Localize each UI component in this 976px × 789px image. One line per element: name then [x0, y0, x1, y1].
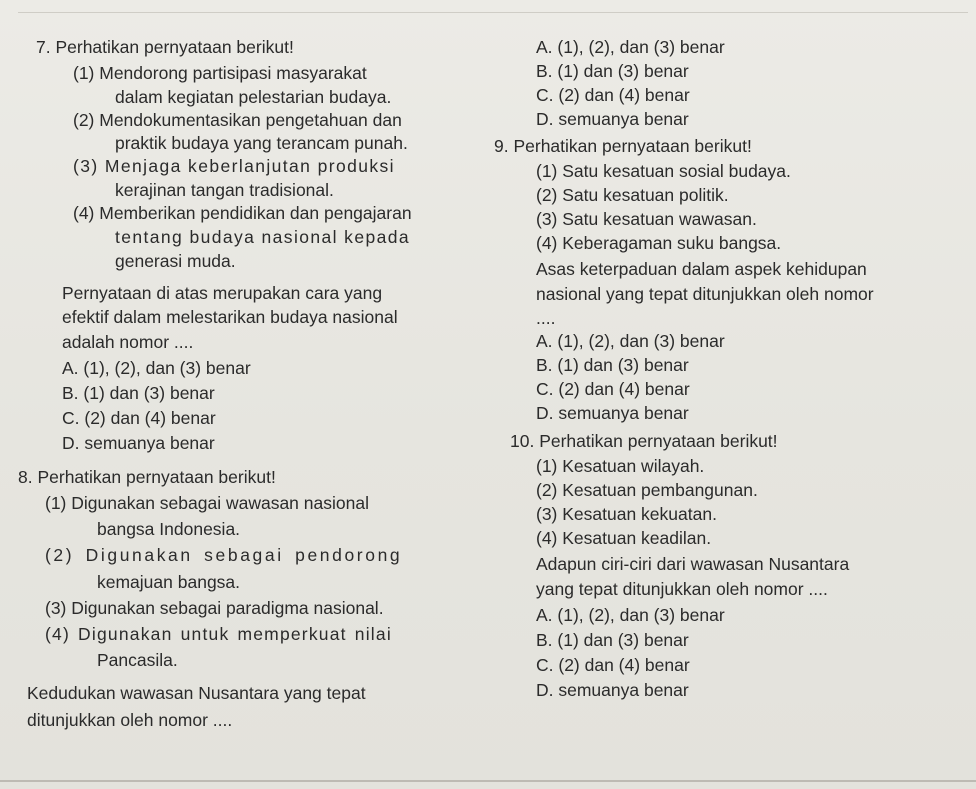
q8-option-b[interactable]: B. (1) dan (3) benar — [536, 61, 689, 81]
q7-statement-1: (1) Mendorong partisipasi masyarakat — [73, 63, 367, 83]
q7-statement-2: (2) Mendokumentasikan pengetahuan dan — [73, 110, 402, 130]
q9-header: 9. Perhatikan pernyataan berikut! — [494, 136, 752, 156]
q10-option-b[interactable]: B. (1) dan (3) benar — [536, 630, 689, 650]
q9-question-line-3: .... — [536, 308, 556, 328]
q10-question-line-2: yang tepat ditunjukkan oleh nomor .... — [536, 579, 828, 599]
q10-statement-2: (2) Kesatuan pembangunan. — [536, 480, 758, 500]
q7-option-a[interactable]: A. (1), (2), dan (3) benar — [62, 358, 251, 378]
q9-option-b[interactable]: B. (1) dan (3) benar — [536, 355, 689, 375]
q8-question-line-2: ditunjukkan oleh nomor .... — [27, 710, 233, 730]
q8-statement-4: (4) Digunakan untuk memperkuat nilai — [45, 624, 392, 644]
q7-question-line-2: efektif dalam melestarikan budaya nasional — [62, 307, 398, 327]
q7-statement-3: (3) Menjaga keberlanjutan produksi — [73, 156, 395, 176]
q7-statement-4-cont2: generasi muda. — [115, 251, 236, 271]
q9-question-line-1: Asas keterpaduan dalam aspek kehidupan — [536, 259, 867, 279]
q7-statement-4: (4) Memberikan pendidikan dan pengajaran — [73, 203, 412, 223]
q7-question-line-3: adalah nomor .... — [62, 332, 194, 352]
q7-statement-1-cont: dalam kegiatan pelestarian budaya. — [115, 87, 392, 107]
q10-statement-1: (1) Kesatuan wilayah. — [536, 456, 705, 476]
q10-option-d[interactable]: D. semuanya benar — [536, 680, 689, 700]
q8-statement-3: (3) Digunakan sebagai paradigma nasional. — [45, 598, 384, 618]
q9-statement-2: (2) Satu kesatuan politik. — [536, 185, 729, 205]
q10-option-c[interactable]: C. (2) dan (4) benar — [536, 655, 690, 675]
q9-statement-3: (3) Satu kesatuan wawasan. — [536, 209, 757, 229]
q7-option-c[interactable]: C. (2) dan (4) benar — [62, 408, 216, 428]
q7-statement-4-cont: tentang budaya nasional kepada — [115, 227, 410, 247]
q10-option-a[interactable]: A. (1), (2), dan (3) benar — [536, 605, 725, 625]
top-rule — [18, 12, 968, 13]
q8-statement-1: (1) Digunakan sebagai wawasan nasional — [45, 493, 369, 513]
bottom-rule — [0, 780, 976, 782]
q10-header: 10. Perhatikan pernyataan berikut! — [510, 431, 778, 451]
q9-question-line-2: nasional yang tepat ditunjukkan oleh nomor — [536, 284, 874, 304]
q7-question-line-1: Pernyataan di atas merupakan cara yang — [62, 283, 383, 303]
q8-option-d[interactable]: D. semuanya benar — [536, 109, 689, 129]
q7-header: 7. Perhatikan pernyataan berikut! — [36, 37, 294, 57]
q7-statement-3-cont: kerajinan tangan tradisional. — [115, 180, 334, 200]
q8-question-line-1: Kedudukan wawasan Nusantara yang tepat — [27, 683, 366, 703]
q7-statement-2-cont: praktik budaya yang terancam punah. — [115, 133, 408, 153]
q9-option-c[interactable]: C. (2) dan (4) benar — [536, 379, 690, 399]
q10-question-line-1: Adapun ciri-ciri dari wawasan Nusantara — [536, 554, 850, 574]
q8-statement-2-cont: kemajuan bangsa. — [97, 572, 241, 592]
q9-statement-4: (4) Keberagaman suku bangsa. — [536, 233, 782, 253]
q7-option-d[interactable]: D. semuanya benar — [62, 433, 215, 453]
q8-statement-4-cont: Pancasila. — [97, 650, 178, 670]
q7-option-b[interactable]: B. (1) dan (3) benar — [62, 383, 215, 403]
q8-option-c[interactable]: C. (2) dan (4) benar — [536, 85, 690, 105]
q10-statement-4: (4) Kesatuan keadilan. — [536, 528, 712, 548]
q8-statement-1-cont: bangsa Indonesia. — [97, 519, 241, 539]
q8-option-a[interactable]: A. (1), (2), dan (3) benar — [536, 37, 725, 57]
q9-statement-1: (1) Satu kesatuan sosial budaya. — [536, 161, 791, 181]
q8-header: 8. Perhatikan pernyataan berikut! — [18, 467, 276, 487]
q8-statement-2: (2) Digunakan sebagai pendorong — [45, 545, 403, 565]
q10-statement-3: (3) Kesatuan kekuatan. — [536, 504, 717, 524]
q9-option-d[interactable]: D. semuanya benar — [536, 403, 689, 423]
q9-option-a[interactable]: A. (1), (2), dan (3) benar — [536, 331, 725, 351]
